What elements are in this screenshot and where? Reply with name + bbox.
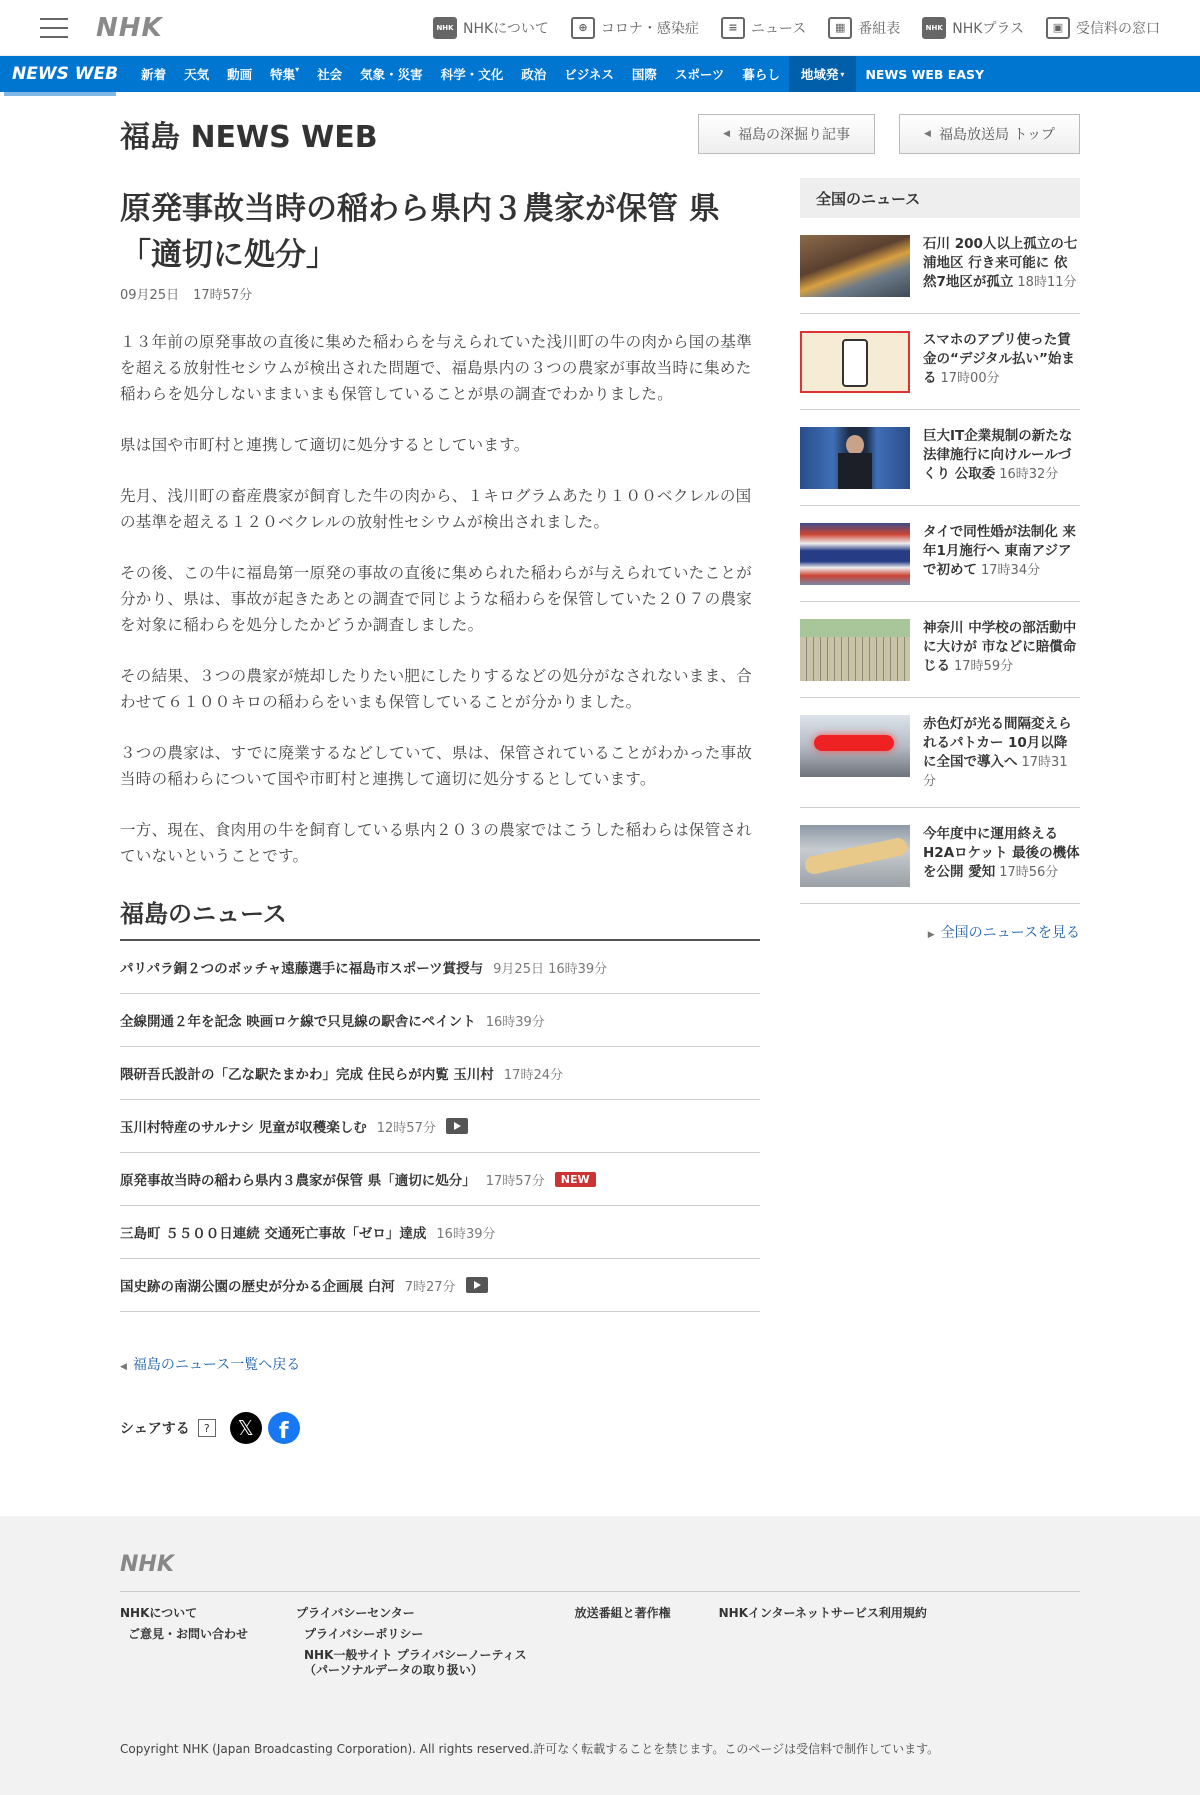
nav-region[interactable] [789,56,857,92]
top-nav-label: 受信料の窓口 [1076,20,1160,37]
national-news-time: 17時56分 [999,865,1059,880]
footer-col [120,1604,248,1682]
triangle-left-icon: ◀ [723,129,731,139]
nav-region-label: 地域発 [800,67,839,82]
local-news-item-time: 9月25日 16時39分 [493,961,608,977]
nav-business[interactable]: ビジネス [564,67,614,82]
nav-international[interactable]: 国際 [631,67,657,82]
national-news-item[interactable] [800,808,1080,904]
local-news-item[interactable] [120,1153,760,1206]
footer-link[interactable]: NHKインターネットサービス利用規約 [718,1606,927,1620]
article-paragraph: 先月、浅川町の畜産農家が飼育した牛の肉から、１キログラムあたり１００ベクレルの国の基準を超える１２０ベクレルの放射性セシウムが検出されました。 [120,487,752,531]
content-layout [120,176,1080,1444]
national-news-text [923,619,1080,681]
local-news-item[interactable] [120,1100,760,1153]
menu-icon[interactable] [40,18,68,38]
top-nav-nhk-about[interactable] [433,17,549,39]
nhk-icon: NHK [433,17,457,39]
local-news-item[interactable] [120,941,760,994]
top-nav-nhkplus[interactable] [922,17,1024,39]
active-indicator [4,92,116,96]
nav-feature[interactable] [261,65,308,83]
national-news-item[interactable] [800,218,1080,314]
national-news-title-text: スマホのアプリ使った賃金の“デジタル払い”始まる [923,332,1075,386]
national-news-title-text: 神奈川 中学校の部活動中に大けが 市などに賠償命じる [923,620,1077,674]
national-news-item[interactable] [800,410,1080,506]
nav-disaster[interactable]: 気象・災害 [360,67,423,82]
category-list [132,56,993,92]
nav-video[interactable]: 動画 [227,67,253,82]
fukushima-deep-dive-button[interactable] [698,114,875,154]
top-nav-corona[interactable] [571,17,699,39]
video-play-icon [446,1118,468,1134]
top-nav-label: 番組表 [858,20,901,37]
button-label: 福島の深掘り記事 [738,127,851,143]
article-paragraph: その結果、３つの農家が焼却したりたい肥にしたりするなどの処分がなされないまま、合わせて６１００キロの稲わらをいまも保管していることが分かりました。 [120,667,753,711]
local-news-item-time: 17時24分 [503,1067,563,1083]
triangle-right-icon: ▶ [927,930,935,940]
footer-link[interactable]: NHK一般サイト プライバシーノーティス [304,1648,527,1662]
nav-news-web-easy[interactable]: NEWS WEB EASY [865,66,985,82]
footer-col [296,1604,527,1682]
local-news-item-title: 三島町 ５５００日連続 交通死亡事故「ゼロ」達成 [120,1226,427,1242]
nav-sports[interactable]: スポーツ [674,67,725,82]
top-nav-label: ニュース [750,20,807,37]
local-news-item-title: 原発事故当時の稲わら県内３農家が保管 県「適切に処分」 [120,1173,476,1189]
footer-col [719,1604,927,1682]
header-buttons [698,114,1080,154]
top-nav-label: コロナ・感染症 [600,20,699,37]
national-news-title-text: 石川 200人以上孤立の七浦地区 行き来可能に 依然7地区が孤立 [923,236,1078,290]
national-news-title-text: 今年度中に運用終える H2Aロケット 最後の機体を公開 愛知 [923,826,1080,880]
local-news-item-title: 隈研吾氏設計の「乙な駅たまかわ」完成 住民らが内覧 玉川村 [120,1067,494,1083]
video-play-icon [466,1277,488,1293]
article-time: 17時57分 [193,288,253,303]
article-paragraph: １３年前の原発事故の直後に集めた稲わらを与えられていた浅川町の牛の肉から国の基準を超える放射性セシウムが検出された問題で、福島県内の３つの農家が事故当時に集めた稲わらを処分しないままいまも保管していることが県の調査でわかりました。 [120,333,753,403]
program-guide-icon: ▦ [828,17,852,39]
top-nav [433,17,1160,39]
article-body [120,329,760,869]
nav-latest[interactable]: 新着 [141,67,167,82]
national-news-time: 17時34分 [981,563,1041,578]
national-news-item[interactable] [800,602,1080,698]
local-news-item[interactable] [120,1047,760,1100]
new-badge: NEW [555,1172,596,1187]
top-nav-label: NHKについて [463,20,549,37]
footer [0,1516,1200,1795]
footer-logo[interactable]: NHK [120,1552,1080,1592]
national-news-title-text: 巨大IT企業規制の新たな法律施行に向けルールづくり 公取委 [923,428,1073,482]
nhkplus-icon: NHK [922,17,946,39]
corona-icon: ⊕ [571,17,595,39]
triangle-left-icon: ◀ [120,1362,127,1372]
local-news-item-title: 玉川村特産のサルナシ 児童が収穫楽しむ [120,1120,367,1136]
dropdown-icon: ▾ [840,69,845,79]
nav-feature-label: 特集 [270,67,296,82]
category-nav [0,56,1200,92]
page-container [120,92,1080,1444]
article-paragraph: その後、この牛に福島第一原発の事故の直後に集められた稲わらが与えられていたことが分かり、県は、事故が起きたあとの調査で同じような稲わらを保管していた２０７の農家を対象に稲わらを処分したかどうか調査しました。 [120,564,753,634]
local-news-item[interactable] [120,1259,760,1312]
news-thumbnail-image [800,715,910,777]
footer-link[interactable]: プライバシーセンター [296,1606,415,1620]
sidebar [800,176,1080,1444]
local-news-item[interactable] [120,994,760,1047]
share-label: シェアする [120,1421,190,1437]
top-nav-label: NHKプラス [952,20,1024,37]
article-paragraph: ３つの農家は、すでに廃業するなどしていて、県は、保管されていることがわかった事故当時の稲わらについて国や市町村と連携して適切に処分するとしています。 [120,744,753,788]
national-news-time: 16時32分 [999,467,1059,482]
local-news-item-time: 16時39分 [485,1014,545,1030]
local-news-item-time: 12時57分 [376,1120,436,1136]
news-thumbnail-image [800,235,910,297]
nav-life[interactable]: 暮らし [742,67,780,82]
nav-society[interactable]: 社会 [317,67,343,82]
nav-politics[interactable]: 政治 [521,67,547,82]
see-national-news-link[interactable] [800,922,1080,942]
dropdown-icon: ▾ [295,65,300,74]
footer-col [575,1604,671,1682]
national-news-text [923,523,1080,585]
local-news-item-title: 全線開通２年を記念 映画ロケ線で只見線の駅舎にペイント [120,1014,476,1030]
footer-link[interactable]: 放送番組と著作権 [574,1606,671,1620]
top-nav-fee[interactable] [1046,17,1160,39]
local-news-item-time: 7時27分 [404,1279,456,1295]
local-news-item-time: 17時57分 [485,1173,545,1189]
fee-icon: ▣ [1046,17,1070,39]
footer-link[interactable]: プライバシーポリシー [304,1627,424,1641]
main-column [120,176,760,1444]
nhk-logo[interactable]: NHK [96,12,163,43]
national-news-time: 17時00分 [940,371,1000,386]
nav-science[interactable]: 科学・文化 [440,67,504,82]
share-bar [120,1412,760,1444]
national-news-time: 18時11分 [1017,275,1077,290]
national-news-time: 17時31分 [923,755,1068,789]
local-news-item[interactable] [120,1206,760,1259]
see-more-label: 全国のニュースを見る [940,925,1080,941]
national-news-text [923,715,1080,791]
back-link-label: 福島のニュース一覧へ戻る [132,1357,301,1373]
article-paragraph: 一方、現在、食肉用の牛を飼育している県内２０３の農家ではこうした稲わらは保管されていないということです。 [120,821,753,865]
fukushima-station-top-button[interactable] [899,114,1080,154]
national-news-title-text: 赤色灯が光る間隔変えられるパトカー 10月以降に全国で導入へ [923,716,1072,770]
news-thumbnail-image [800,331,910,393]
news-thumbnail-image [800,619,910,681]
national-news-text [923,825,1080,887]
national-news-item[interactable] [800,314,1080,410]
national-news-item[interactable] [800,698,1080,808]
share-help-icon[interactable]: ? [198,1419,216,1437]
local-news-title: 福島のニュース [120,894,760,941]
page-header [120,92,1080,176]
local-news-item-title: パリパラ銅２つのボッチャ遠藤選手に福島市スポーツ賞授与 [120,961,484,977]
national-news-item[interactable] [800,506,1080,602]
local-news-list [120,941,760,1312]
article-paragraph: 県は国や市町村と連携して適切に処分するとしています。 [120,436,530,454]
top-header [0,0,1200,56]
copyright: Copyright NHK (Japan Broadcasting Corporation). All rights reserved.許可なく転載することを禁じます。このページは受信料で制作しています。 [120,1742,940,1756]
footer-links [120,1604,1080,1682]
x-share-icon[interactable]: 𝕏 [230,1412,262,1444]
article-date: 09月25日 [120,288,180,303]
footer-link[interactable]: NHKについて [120,1606,198,1620]
footer-link-note: （パーソナルデータの取り扱い） [304,1663,483,1677]
footer-inner [120,1516,1080,1756]
news-thumbnail-image [800,427,910,489]
top-nav-news[interactable] [721,17,806,39]
national-news-text [923,427,1080,489]
triangle-left-icon: ◀ [924,129,931,139]
news-thumbnail-image [800,825,910,887]
national-news-text [923,331,1080,393]
local-news-item-title: 国史跡の南湖公園の歴史が分かる企画展 白河 [120,1279,395,1295]
news-thumbnail-image [800,523,910,585]
button-label: 福島放送局 トップ [938,127,1055,143]
top-nav-program-guide[interactable] [828,17,900,39]
local-news-item-time: 16時39分 [436,1226,496,1242]
page-title: 福島 NEWS WEB [120,120,378,155]
article-datetime [120,284,760,303]
national-news-time: 17時59分 [954,659,1014,674]
nav-weather[interactable]: 天気 [184,67,210,82]
article-title: 原発事故当時の稲わら県内３農家が保管 県「適切に処分」 [120,191,720,273]
news-web-logo[interactable]: NEWS WEB [12,64,119,84]
footer-link[interactable]: ご意見・お問い合わせ [128,1627,249,1641]
back-to-local-news-link[interactable] [120,1354,760,1374]
national-news-title-text: タイで同性婚が法制化 来年1月施行へ 東南アジアで初めて [923,524,1076,578]
national-news-text [923,235,1080,297]
facebook-share-icon[interactable]: f [268,1412,300,1444]
news-icon: ≡ [721,17,745,39]
national-news-title: 全国のニュース [800,178,1080,218]
